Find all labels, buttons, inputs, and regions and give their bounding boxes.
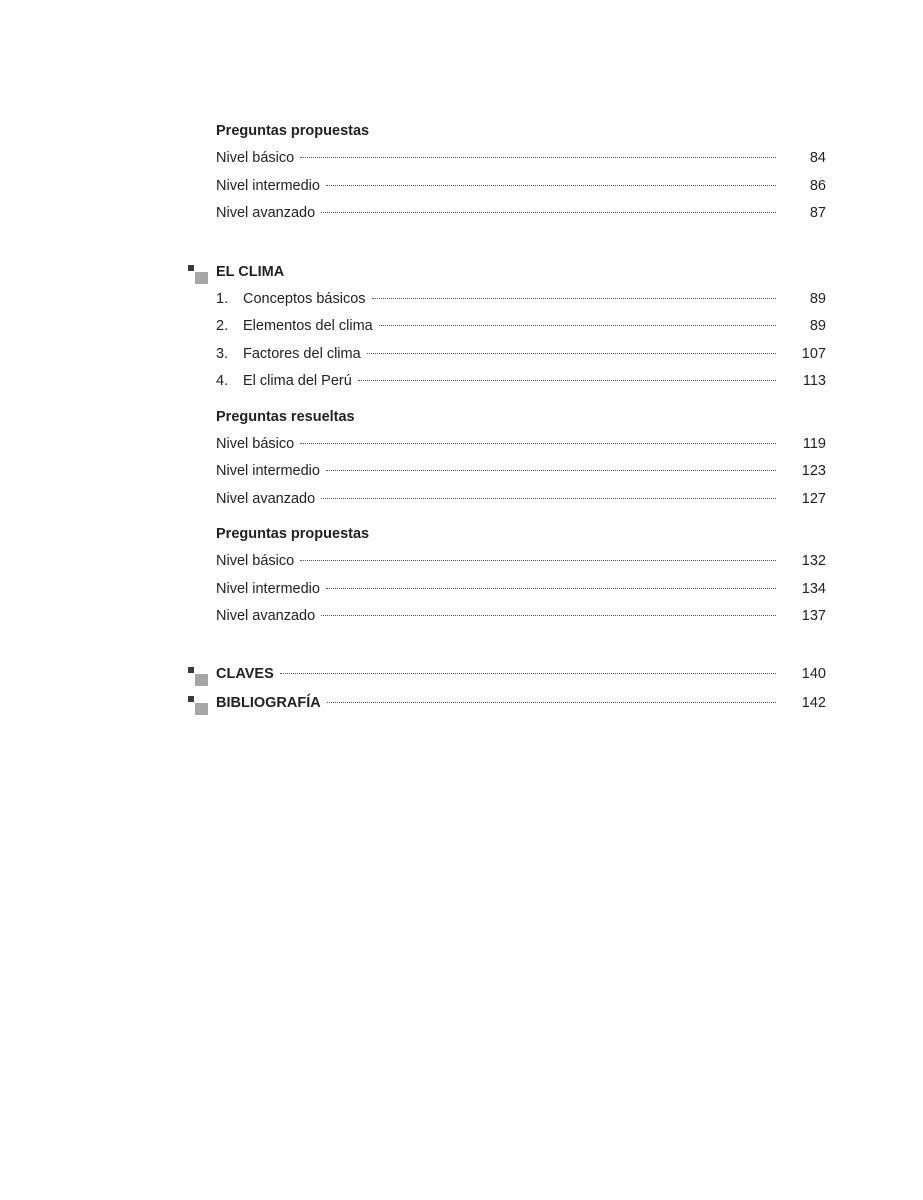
- toc-entry-label: BIBLIOGRAFÍA: [216, 695, 321, 711]
- chapter-title: EL CLIMA: [216, 263, 285, 280]
- section-heading-preguntas-propuestas: Preguntas propuestas: [216, 526, 370, 542]
- toc-entry-label: Nivel básico: [216, 553, 295, 569]
- toc-entry[interactable]: [216, 368, 826, 396]
- toc-entry-label: Nivel avanzado: [216, 608, 316, 624]
- dot-leader: [372, 298, 776, 299]
- dot-leader: [321, 615, 776, 616]
- dot-leader: [321, 212, 776, 213]
- toc-entry-label: Nivel intermedio: [216, 463, 320, 479]
- toc-entry[interactable]: [216, 576, 826, 604]
- toc-entry[interactable]: [216, 200, 826, 228]
- dot-leader: [326, 185, 776, 186]
- toc-entry-page: 142: [801, 695, 826, 711]
- toc-entry-number: 3.: [216, 345, 229, 362]
- toc-entry-label: Nivel avanzado: [216, 205, 316, 221]
- toc-entry-page: 132: [801, 553, 826, 569]
- dot-leader: [300, 443, 776, 444]
- table-of-contents: [216, 118, 826, 718]
- section-marker-icon: [188, 265, 210, 281]
- toc-entry-label: Conceptos básicos: [243, 290, 366, 307]
- toc-entry[interactable]: [216, 548, 826, 576]
- toc-entry[interactable]: [216, 286, 826, 314]
- section-heading-preguntas-resueltas: Preguntas resueltas: [216, 408, 355, 425]
- toc-entry-claves[interactable]: [216, 661, 826, 689]
- section-el-clima: [216, 259, 826, 286]
- toc-entry-label: Elementos del clima: [243, 318, 373, 334]
- toc-entry-label: Nivel avanzado: [216, 490, 316, 507]
- toc-entry[interactable]: [216, 603, 826, 631]
- section-heading-preguntas-propuestas: Preguntas propuestas: [216, 123, 370, 139]
- toc-entry[interactable]: [216, 313, 826, 341]
- toc-entry-page: 87: [809, 205, 826, 221]
- toc-entry[interactable]: [216, 458, 826, 486]
- toc-entry-number: 4.: [216, 373, 229, 389]
- section-claves: [216, 661, 826, 689]
- dot-leader: [326, 470, 776, 471]
- toc-entry-page: 107: [801, 345, 826, 362]
- section-bibliografia: [216, 690, 826, 718]
- toc-entry-page: 127: [801, 490, 826, 507]
- dot-leader: [367, 353, 776, 354]
- dot-leader: [300, 157, 776, 158]
- toc-entry[interactable]: [216, 431, 826, 459]
- toc-entry-label: Nivel intermedio: [216, 177, 320, 194]
- toc-entry[interactable]: [216, 173, 826, 201]
- toc-entry-page: 113: [802, 373, 826, 389]
- toc-entry-page: 119: [802, 435, 826, 452]
- toc-entry-number: 1.: [216, 290, 229, 307]
- toc-entry-label: CLAVES: [216, 665, 274, 682]
- dot-leader: [327, 702, 776, 703]
- toc-entry-label: Factores del clima: [243, 345, 361, 362]
- toc-entry-page: 86: [809, 177, 826, 194]
- toc-entry-label: El clima del Perú: [243, 373, 352, 389]
- toc-entry-bibliografia[interactable]: [216, 690, 826, 718]
- toc-entry-page: 137: [801, 608, 826, 624]
- toc-entry[interactable]: [216, 145, 826, 173]
- toc-entry-label: Nivel básico: [216, 150, 295, 166]
- dot-leader: [300, 560, 776, 561]
- dot-leader: [326, 588, 776, 589]
- dot-leader: [358, 380, 776, 381]
- toc-entry-number: 2.: [216, 318, 229, 334]
- section-marker-icon: [188, 696, 210, 712]
- dot-leader: [280, 673, 776, 674]
- toc-entry-page: 140: [801, 665, 826, 682]
- toc-entry-page: 89: [809, 318, 826, 334]
- toc-entry-label: Nivel intermedio: [216, 580, 320, 597]
- dot-leader: [321, 498, 776, 499]
- dot-leader: [379, 325, 776, 326]
- section-marker-icon: [188, 667, 210, 683]
- toc-entry-page: 89: [809, 290, 826, 307]
- toc-entry[interactable]: [216, 341, 826, 369]
- toc-entry-page: 134: [801, 580, 826, 597]
- toc-entry-label: Nivel básico: [216, 435, 295, 452]
- toc-entry-page: 84: [809, 150, 826, 166]
- toc-entry[interactable]: [216, 486, 826, 514]
- toc-entry-page: 123: [801, 463, 826, 479]
